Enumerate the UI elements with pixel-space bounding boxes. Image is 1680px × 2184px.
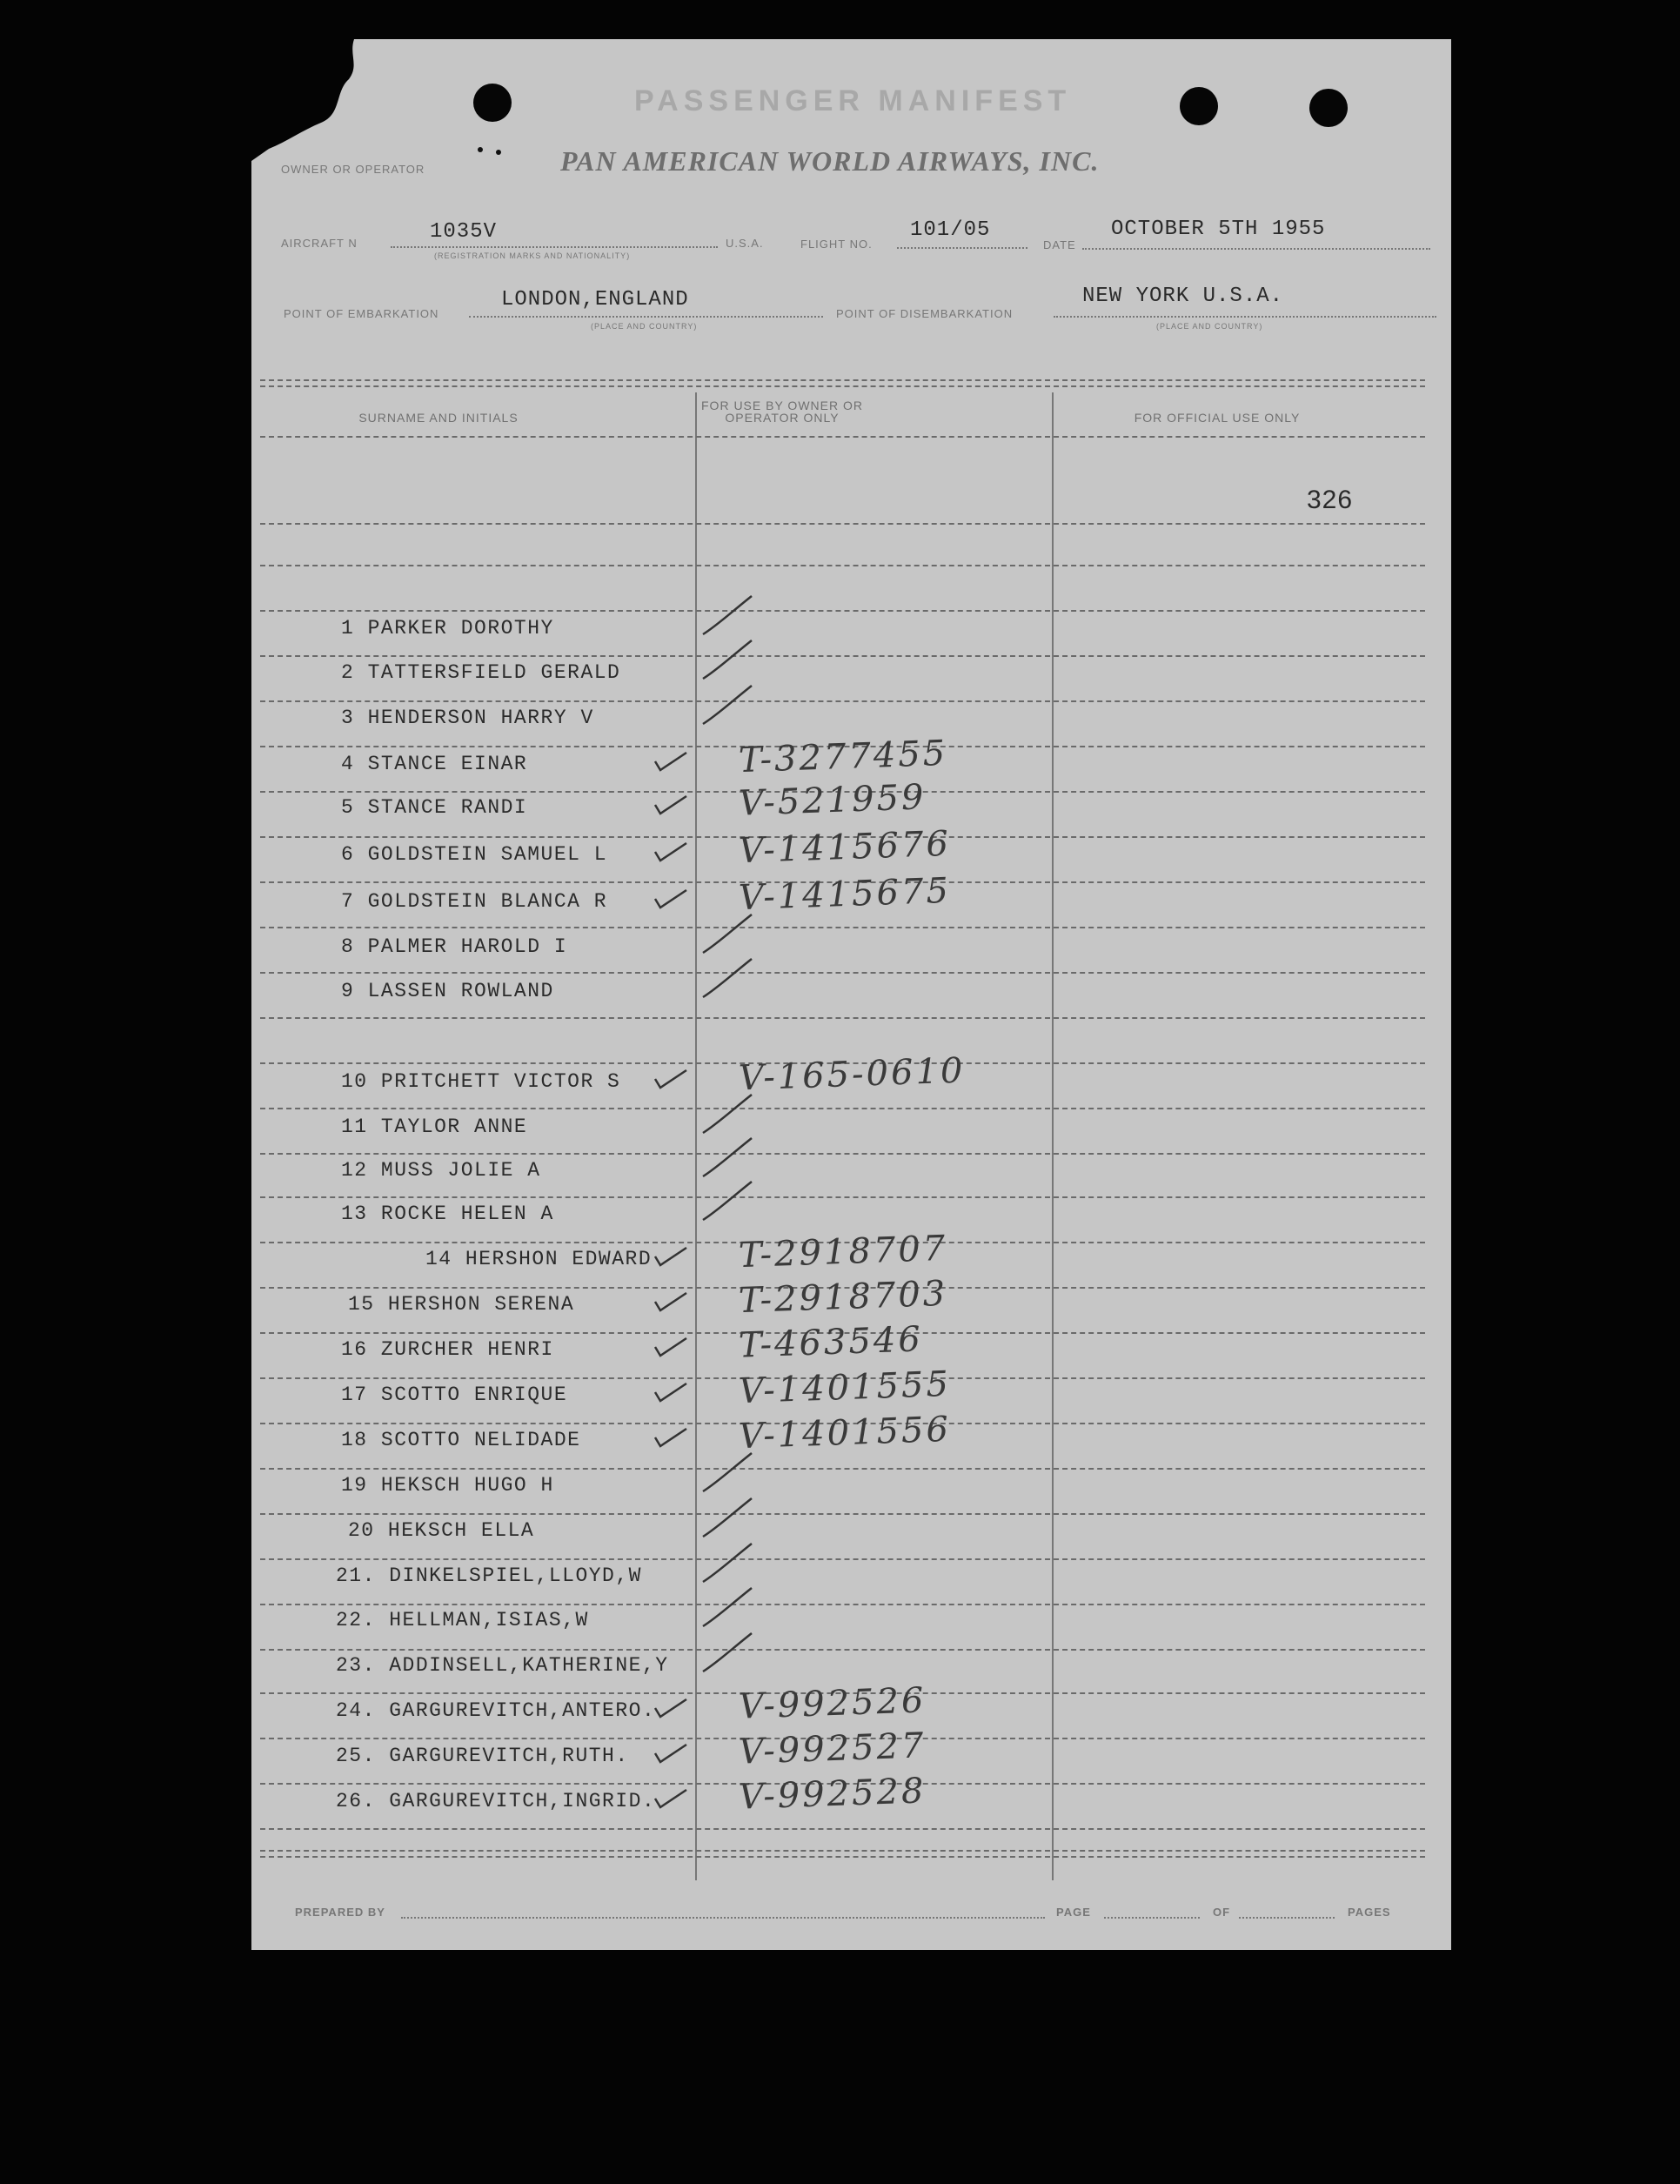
check-mark-icon <box>652 864 721 916</box>
passenger-row <box>251 1228 1417 1277</box>
ink-dot <box>496 150 501 155</box>
row-rule <box>260 436 1425 438</box>
row-rule <box>260 1604 1425 1605</box>
passenger-row <box>251 733 1417 782</box>
row-rule <box>260 655 1425 657</box>
passenger-name: 17 SCOTTO ENRIQUE <box>341 1383 568 1406</box>
check-mark-icon <box>652 1357 721 1410</box>
check-mark-icon <box>652 1044 721 1096</box>
check-mark-icon <box>699 1448 769 1500</box>
ink-dot <box>478 147 483 152</box>
row-rule <box>260 1017 1425 1019</box>
check-mark-icon <box>699 1176 769 1229</box>
carrier-name: PAN AMERICAN WORLD AIRWAYS, INC. <box>560 145 1100 177</box>
handwritten-visa-number: T-3277455 <box>738 733 948 781</box>
punch-hole-mid <box>1180 87 1218 125</box>
manifest-sheet <box>251 39 1451 1950</box>
row-rule <box>260 1153 1425 1155</box>
official-stamp-number: 326 <box>1307 486 1354 514</box>
passenger-name: 22. HELLMAN,ISIAS,W <box>336 1609 589 1631</box>
passenger-name: 25. GARGUREVITCH,RUTH. <box>336 1745 629 1767</box>
flight-value: 101/05 <box>910 218 991 242</box>
check-mark-icon <box>652 817 721 869</box>
passenger-name: 6 GOLDSTEIN SAMUEL L <box>341 843 608 866</box>
passenger-row <box>251 1474 1417 1504</box>
col-header-official: FOR OFFICIAL USE ONLY <box>1134 411 1301 425</box>
passenger-name: 21. DINKELSPIEL,LLOYD,W <box>336 1564 642 1587</box>
separator <box>260 385 1425 387</box>
check-mark-icon <box>652 1764 721 1816</box>
passenger-row <box>251 1725 1417 1774</box>
page-label: PAGE <box>1056 1906 1091 1919</box>
handwritten-visa-number: T-2918707 <box>738 1228 948 1276</box>
handwritten-visa-number: V-1401556 <box>738 1409 952 1457</box>
row-rule <box>260 1468 1425 1470</box>
date-label: DATE <box>1043 238 1076 251</box>
check-mark-icon <box>699 635 769 687</box>
passenger-row <box>251 707 1417 736</box>
row-rule <box>260 1828 1425 1830</box>
place-note-left: (PLACE AND COUNTRY) <box>591 322 698 331</box>
passenger-name: 20 HEKSCH ELLA <box>348 1519 535 1542</box>
check-mark-icon <box>699 1493 769 1545</box>
passenger-name: 16 ZURCHER HENRI <box>341 1338 554 1361</box>
flight-label: FLIGHT NO. <box>800 238 873 251</box>
passenger-row <box>251 1115 1417 1145</box>
check-mark-icon <box>652 770 721 822</box>
check-mark-icon <box>652 1673 721 1725</box>
row-rule <box>260 523 1425 525</box>
passenger-row <box>251 1680 1417 1729</box>
passenger-row <box>251 1273 1417 1323</box>
passenger-name: 12 MUSS JOLIE A <box>341 1159 541 1182</box>
registration-note: (REGISTRATION MARKS AND NATIONALITY) <box>434 251 631 260</box>
passenger-row <box>251 661 1417 691</box>
passenger-row <box>251 823 1417 873</box>
country-label: U.S.A. <box>726 237 764 250</box>
embark-label: POINT OF EMBARKATION <box>284 307 439 320</box>
check-mark-icon <box>699 680 769 733</box>
row-rule <box>260 1649 1425 1651</box>
passenger-row <box>251 1203 1417 1232</box>
handwritten-visa-number: T-463546 <box>738 1319 924 1366</box>
passenger-name: 26. GARGUREVITCH,INGRID. <box>336 1790 656 1812</box>
passenger-name: 8 PALMER HAROLD I <box>341 935 568 958</box>
passenger-name: 13 ROCKE HELEN A <box>341 1203 554 1225</box>
passenger-name: 9 LASSEN ROWLAND <box>341 980 554 1002</box>
owner-label: OWNER OR OPERATOR <box>281 163 425 176</box>
handwritten-visa-number: V-1401555 <box>738 1363 952 1412</box>
check-mark-icon <box>652 1267 721 1319</box>
passenger-row <box>251 617 1417 646</box>
prepared-by-label: PREPARED BY <box>295 1906 385 1919</box>
passenger-row <box>251 935 1417 965</box>
col-header-owner: FOR USE BY OWNER OR OPERATOR ONLY <box>701 399 863 425</box>
row-rule <box>260 565 1425 566</box>
passenger-row <box>251 1654 1417 1684</box>
passenger-name: 11 TAYLOR ANNE <box>341 1115 528 1138</box>
check-mark-icon <box>652 1312 721 1364</box>
check-mark-icon <box>652 1222 721 1274</box>
passenger-name: 3 HENDERSON HARRY V <box>341 707 594 729</box>
separator <box>260 379 1425 381</box>
passenger-name: 19 HEKSCH HUGO H <box>341 1474 554 1497</box>
passenger-name: 10 PRITCHETT VICTOR S <box>341 1070 621 1093</box>
passenger-row <box>251 777 1417 826</box>
date-value: OCTOBER 5TH 1955 <box>1111 218 1326 241</box>
separator <box>260 1856 1425 1858</box>
check-mark-icon <box>699 1628 769 1680</box>
passenger-name: 14 HERSHON EDWARD <box>425 1248 653 1270</box>
passenger-row <box>251 1609 1417 1638</box>
handwritten-visa-number: V-992526 <box>738 1680 927 1727</box>
row-rule <box>260 1108 1425 1109</box>
passenger-name: 7 GOLDSTEIN BLANCA R <box>341 890 608 913</box>
passenger-name: 15 HERSHON SERENA <box>348 1293 575 1316</box>
passenger-row <box>251 1771 1417 1819</box>
handwritten-visa-number: V-992527 <box>738 1725 927 1772</box>
check-mark-icon <box>699 954 769 1006</box>
check-mark-icon <box>652 1718 721 1771</box>
handwritten-visa-number: V-1415676 <box>738 823 952 872</box>
row-rule <box>260 1558 1425 1560</box>
handwritten-visa-number: V-992528 <box>738 1771 927 1818</box>
handwritten-visa-number: V-521959 <box>738 777 927 824</box>
passenger-row <box>251 870 1417 920</box>
place-note-right: (PLACE AND COUNTRY) <box>1156 322 1263 331</box>
handwritten-visa-number: T-2918703 <box>738 1273 948 1322</box>
pages-label: PAGES <box>1348 1906 1391 1919</box>
separator <box>260 1850 1425 1852</box>
form-title: PASSENGER MANIFEST <box>634 84 1072 117</box>
aircraft-value: 1035V <box>430 220 498 244</box>
row-rule <box>260 1196 1425 1198</box>
passenger-row <box>251 980 1417 1009</box>
passenger-row <box>251 1564 1417 1594</box>
passenger-row <box>251 1519 1417 1549</box>
passenger-name: 5 STANCE RANDI <box>341 796 528 819</box>
handwritten-visa-number: V-165-0610 <box>738 1050 967 1099</box>
passenger-row <box>251 1159 1417 1189</box>
torn-corner <box>251 39 382 170</box>
disembark-label: POINT OF DISEMBARKATION <box>836 307 1014 320</box>
handwritten-visa-number: V-1415675 <box>738 870 952 919</box>
row-rule <box>260 927 1425 928</box>
disembark-value: NEW YORK U.S.A. <box>1082 285 1284 308</box>
passenger-row <box>251 1409 1417 1458</box>
passenger-row <box>251 1050 1417 1100</box>
col-header-names: SURNAME AND INITIALS <box>358 411 519 425</box>
passenger-name: 24. GARGUREVITCH,ANTERO. <box>336 1699 656 1722</box>
passenger-name: 18 SCOTTO NELIDADE <box>341 1429 581 1451</box>
passenger-row <box>251 1363 1417 1413</box>
row-rule <box>260 972 1425 974</box>
row-rule <box>260 610 1425 612</box>
of-label: OF <box>1213 1906 1231 1919</box>
row-rule <box>260 700 1425 702</box>
check-mark-icon <box>699 1583 769 1635</box>
aircraft-label: AIRCRAFT N <box>281 237 358 250</box>
punch-hole-left <box>473 84 512 122</box>
passenger-name: 23. ADDINSELL,KATHERINE,Y <box>336 1654 669 1677</box>
punch-hole-right <box>1309 89 1348 127</box>
check-mark-icon <box>652 1403 721 1455</box>
passenger-row <box>251 1319 1417 1368</box>
passenger-name: 2 TATTERSFIELD GERALD <box>341 661 621 684</box>
row-rule <box>260 1513 1425 1515</box>
passenger-name: 4 STANCE EINAR <box>341 753 528 775</box>
embark-value: LONDON,ENGLAND <box>501 288 689 312</box>
passenger-name: 1 PARKER DOROTHY <box>341 617 554 640</box>
